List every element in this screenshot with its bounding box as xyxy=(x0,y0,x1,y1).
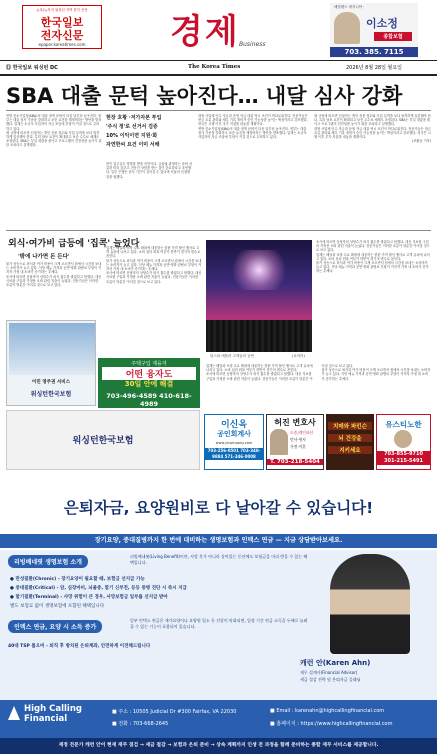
article-p1: 연방 중소기업청(SBA)의 대출 정책 문턱이 다음 달부터 높아진다. 정부는 대출 심사 기준을 강화하고 보증 요건을 재정비하는 방안을 발표했다. 업계는 소규모 사업자의 자금 조달에 부담이 커질 것으로 우려하고 있다. xyxy=(6,114,102,131)
ad-slot-left[interactable] xyxy=(6,410,200,470)
story2-p4: 물가 상승으로 외식과 여가 비용이 크게 오르면서 집에서 시간을 보내는 소비자가 늘고 있다. 식당 메뉴 가격과 공연·영화 관람료 부담이 커지자 가정 내 소비가 증가하는 추세다. xyxy=(106,258,202,272)
ad-insurance[interactable] xyxy=(6,320,96,406)
story2-col-1 xyxy=(6,262,102,316)
story2-subtitle: '밖에 나가면 돈 든다' xyxy=(18,254,70,260)
masthead xyxy=(0,0,437,62)
article-p6: 새 규정에 따르면 신청자는 개인 신용 점수와 사업 실적을 보다 엄격하게 입증해야 한다. 특히 담보 요건이 확대되고 보증 수수료 체계도 조정된다. SBA는 부실 대출을 줄이고 프로그램의 건전성을 높이기 위한 조치라고 설명했다. xyxy=(314,114,431,127)
article-col-4 xyxy=(314,114,431,226)
company-logo-icon xyxy=(8,706,20,720)
photo-caption: 링스타 애틀라 고객들의 공연 xyxy=(210,354,254,358)
story2-p5: 조사에 따르면 응답자의 상당수가 외식 횟수를 줄였다고 답했다. 대신 식료품 구입과 가정용 오락 관련 지출이 늘었다. 전문가들은 이러한 흐름이 당분간 이어질 것으로 보고 있다. xyxy=(106,271,202,284)
bar-right: 2026년 8월 28일 월요일 xyxy=(346,65,403,71)
tag-index-annuity: 인덱스 연금, 요양 시 소득 증가 xyxy=(8,620,102,633)
bottom-ad-footer: 재정 전문가 캐런 안이 현재 재무 점검 → 세금 절감 → 보험과 은퇴 준비 → 상속 계획까지 인생 전 과정을 함께 준비하는 종합 재무 서비스를 제공합니다. xyxy=(0,738,437,754)
right-ad-name: 이소정 xyxy=(366,17,398,30)
contact-address: ■ 주소 : 10505 Judicial Dr #300 Fairfax, VA 22030 xyxy=(112,709,237,715)
agent-title: 재무 설계사(Financial Advisor) xyxy=(300,670,358,675)
contact-web[interactable]: ■ 홈페이지 : https://www.highcallingfinancial.com xyxy=(270,721,393,727)
story2-p10: 조사에 따르면 응답자의 상당수가 외식 횟수를 줄였다고 답했다. 대신 식료품 구입과 가정용 오락 관련 지출이 늘었다. 전문가들은 이러한 흐름이 당분간 이어질 것으로 보고 있다. xyxy=(206,364,354,381)
benefit-item-3: ● 말기질환(Terminal) - 사망 위험이 큰 경우, 사망보험금 일부를 선지급 받아 xyxy=(10,595,168,600)
agent-photo xyxy=(334,12,360,44)
left-ad-url: epaper.koreatimes.com xyxy=(38,42,86,47)
left-ad-name2: 전자신문 xyxy=(40,29,84,42)
story2-p9: 업계는 배달과 포장 수요 확대에 대응하는 한편 가격 할인 행사로 고객 유치에 나서고 있다. 소비 심리 회복 여부가 하반기 경기의 변수로 꼽힌다. xyxy=(206,364,313,373)
section-subtitle: Business xyxy=(239,41,266,48)
ad-cpa[interactable] xyxy=(204,414,264,470)
story2-p8: 물가 상승으로 외식과 여가 비용이 크게 오르면서 집에서 시간을 보내는 소비자가 늘고 있다. 식당 메뉴 가격과 공연·영화 관람료 부담이 커지자 가정 내 소비가 증가하는 추세다. xyxy=(316,261,429,274)
tag-living-benefit-desc: 리빙베네핏(Living Benefit)이란, 사망 후가 아니라 살아있는 동안에도 보험금을 미리 받을 수 있는 혜택입니다. xyxy=(130,554,308,565)
ad-lawyer[interactable] xyxy=(266,414,324,470)
article-p3: 한인 업주들도 영향을 받을 전망이다. 금융권 관계자는 준비 서류를 미리 갖추고 전문가 상담을 받는 것이 중요하다고 조언했다. 일부 은행은 심사 기간이 길어질 수 있다며 서둘러 신청할 것을 권했다. xyxy=(106,162,193,179)
crowd xyxy=(206,320,312,352)
ad-health-l2: 뇌 건강을 xyxy=(328,434,372,442)
ad-slot-left-title: 워싱턴한국보험 xyxy=(72,436,134,446)
article-col-3 xyxy=(198,114,310,226)
stage-lights xyxy=(226,250,292,290)
ad-health-l1: 치매와 파킨슨 xyxy=(328,422,372,430)
ad-realty-name: 유스티노한 xyxy=(385,420,422,429)
ad-insurance-line2: 워싱턴한국보험 xyxy=(30,391,72,398)
headline-rule xyxy=(6,110,431,111)
article-byline: (조환동 기자) xyxy=(412,139,431,144)
benefit-item-2: ● 중대질환(Critical) - 암, 심장마비, 뇌졸중, 말기 신부전, 등등 중병 진단 시 즉시 지급 xyxy=(10,586,187,591)
story2-p11: 물가 상승으로 외식과 여가 비용이 크게 오르면서 집에서 시간을 보내는 소비자가 늘고 있다. 식당 메뉴 가격과 공연·영화 관람료 부담이 커지자 가정 내 소비가 증가하는 추세다. xyxy=(321,368,431,381)
masthead-rule-top xyxy=(0,60,437,61)
bottom-ad[interactable] xyxy=(0,474,437,754)
ad-realty-photo xyxy=(394,430,412,448)
tag-tsp: 40대 TSP 롤오버 - 퇴직 후 방치된 은퇴계좌, 안전하게 이전해드립니다 xyxy=(8,644,151,649)
bottom-ad-sub: 장기요양, 중대질병까지 한 번에 대비하는 생명보험과 인덱스 연금 — 지금 상담받아보세요. xyxy=(0,534,437,548)
sidebar-line-2: '주식 정'로 선거서 검증 xyxy=(106,124,158,130)
story2-p1: 물가 상승으로 외식과 여가 비용이 크게 오르면서 집에서 시간을 보내는 소비자가 늘고 있다. 식당 메뉴 가격과 공연·영화 관람료 부담이 커지자 가정 내 소비가 증가하는 추세다. xyxy=(6,262,102,275)
ad-insurance-line1: 이민 영주권 서비스 xyxy=(32,380,70,385)
story2-p3: 업계는 배달과 포장 수요 확대에 대응하는 한편 가격 할인 행사로 고객 유치에 나서고 있다. 소비 심리 회복 여부가 하반기 경기의 변수로 꼽힌다. xyxy=(106,246,201,259)
ad-mortgage[interactable] xyxy=(98,358,200,408)
ad-cpa-title: 공인회계사 xyxy=(217,430,251,438)
ad-health[interactable] xyxy=(326,414,374,470)
story2-p2: 조사에 따르면 응답자의 상당수가 외식 횟수를 줄였다고 답했다. 대신 식료품 구입과 가정용 오락 관련 지출이 늘었다. 전문가들은 이러한 흐름이 당분간 이어질 것으로 보고 있다. xyxy=(6,274,102,288)
bar-rule xyxy=(0,74,437,76)
agent-name: 캐런 안(Karen Ahn) xyxy=(300,659,371,667)
ad-mortgage-line3: 30일 안에 해결 xyxy=(124,380,174,388)
article-p5: 연방 중소기업청(SBA)의 대출 정책 문턱이 다음 달부터 높아진다. 정부는 대출 심사 기준을 강화하고 보증 요건을 재정비하는 방안을 발표했다. 업계는 소규모 사업자의 자금 조달에 부담이 커질 것으로 우려하고 있다. xyxy=(198,126,307,140)
article-sidebar xyxy=(106,114,194,158)
agent-portrait xyxy=(330,554,410,654)
section-rule-1 xyxy=(6,230,431,231)
ad-insurance-photo xyxy=(9,323,95,375)
ad-lawyer-l1: 소송/개인파산 xyxy=(290,430,314,435)
left-ad-top: 뉴욕/뉴저지 워싱턴 지역 한인 신문 xyxy=(36,8,88,12)
ad-mortgage-line2: 어떤 융자도 xyxy=(102,367,196,380)
bar-left: ⑪ 한국일보 워싱턴 DC xyxy=(6,65,58,71)
article-col-1 xyxy=(6,114,102,226)
sidebar-line-4: 자연한씨 요건 이미 서해 xyxy=(106,142,160,148)
story2-photo xyxy=(206,240,312,352)
ad-cpa-name: 이신옥 xyxy=(220,420,248,430)
article-p4: 대형 사업체 인수 자금과 운영 자금 대출 역시 조건이 까다로워진다. 전문가들은 현금 흐름 관리와 세무 기록 정비가 승인 가능성을 높이는 핵심이라고 강조했다. 당국은 시행 이후 추가 지침을 내놓을 계획이다. xyxy=(198,114,308,127)
story2-p6: 조사에 따르면 응답자의 상당수가 외식 횟수를 줄였다고 답했다. 대신 식료품 구입과 가정용 오락 관련 지출이 늘었다. 전문가들은 이러한 흐름이 당분간 이어질 것으로 보고 있다. xyxy=(316,240,430,253)
contact-phone[interactable]: ■ 전화 : 703-668-2645 xyxy=(112,721,169,727)
ad-mortgage-line1: 주택구입 재융자 xyxy=(131,361,167,367)
agent-sub: 세금 절감 전략 및 은퇴자금 플래닝 xyxy=(300,677,361,682)
section-title: 경제 xyxy=(170,12,240,52)
ad-lawyer-l3: 가정·이혼 xyxy=(290,444,306,449)
masthead-left-ad[interactable] xyxy=(22,5,102,49)
ad-realty[interactable] xyxy=(376,414,431,470)
story2-col-4 xyxy=(206,364,431,414)
tag-living-benefit: 리빙베네핏 생명보험 소개 xyxy=(8,555,88,568)
ad-cpa-web[interactable]: www.yicompany.com xyxy=(215,441,253,445)
right-ad-phone: 703. 385. 7115 xyxy=(330,47,418,57)
bottom-ad-contact xyxy=(0,700,437,738)
bar-center: The Korea Times xyxy=(188,64,241,70)
left-ad-name1: 한국일보 xyxy=(40,16,84,29)
ad-health-l3: 지키세요 xyxy=(328,446,372,454)
company-name: High Calling Financial xyxy=(24,704,82,724)
story2-p7: 업계는 배달과 포장 수요 확대에 대응하는 한편 가격 할인 행사로 고객 유치에 나서고 있다. 소비 심리 회복 여부가 하반기 경기의 변수로 꼽힌다. xyxy=(316,252,430,261)
ad-cpa-phone: 703-256-0501 703-348-9884 571-346-0008 xyxy=(205,448,263,460)
main-headline: SBA 대출 문턱 높아진다… 내달 심사 강화 xyxy=(6,84,403,108)
sidebar-line-1: 현장 호황 ·저가자본 투입 xyxy=(106,115,162,121)
ad-lawyer-l2: 민사·형사 xyxy=(290,437,306,442)
bottom-ad-head xyxy=(0,474,437,534)
masthead-bar xyxy=(0,62,437,74)
tag-index-annuity-desc: 일부 인덱스 연금은 재가요양이나 요양원 입소 등 건강이 악화되면, 일정 기간 연금 소득을 두배로 늘려 줄 수 있는 기능이 포함되어 있습니다. xyxy=(130,618,308,629)
bottom-ad-body xyxy=(0,550,437,700)
ad-realty-phone: 703-855-9710 301-215-5491 xyxy=(377,451,430,465)
benefit-item-4: 별도 보험료 없이 생명보험에 포함된 혜택입니다 xyxy=(10,604,105,609)
article-p7: 대형 사업체 인수 자금과 운영 자금 대출 역시 조건이 까다로워진다. 전문가들은 현금 흐름 관리와 세무 기록 정비가 승인 가능성을 높이는 핵심이라고 강조했다. 당국은 시행 이후 추가 지침을 내놓을 계획이다. xyxy=(314,126,431,140)
ad-lawyer-phone: T. 703-218-5404 xyxy=(267,459,323,465)
contact-email[interactable]: ■ Email : karenahn@highcallingfinancial.com xyxy=(270,708,385,714)
story2-col-2 xyxy=(106,246,202,356)
right-ad-top: 메릴랜드 버지니아 · xyxy=(334,5,365,9)
ad-lawyer-photo xyxy=(270,429,288,455)
story2-title: 외식·여가비 급등에 '집콕' 늘었다 xyxy=(8,239,140,249)
sidebar-line-3: 10% 이익이면 지원·화 xyxy=(106,133,158,139)
photo-credit: (로이터) xyxy=(292,354,305,358)
bottom-ad-headline: 은퇴자금, 요양원비로 다 날아갈 수 있습니다! xyxy=(63,499,374,517)
right-ad-badge: 종합보험 xyxy=(374,32,412,41)
ad-lawyer-name: 허진 변호사 xyxy=(274,418,316,427)
masthead-right-ad[interactable] xyxy=(330,3,418,58)
benefit-item-1: ● 만성질환(Chronic) - 장기요양이 필요할 때, 보험금 선지급 가능 xyxy=(10,577,145,582)
ad-mortgage-phone: 703-496-4589 410-618-4989 xyxy=(106,392,192,408)
story2-col-3 xyxy=(316,240,431,356)
article-p2: 새 규정에 따르면 신청자는 개인 신용 점수와 사업 실적을 보다 엄격하게 입증해야 한다. 특히 담보 요건이 확대되고 보증 수수료 체계도 조정된다. SBA는 부실 대출을 줄이고 프로그램의 건전성을 높이기 위한 조치라고 설명했다. xyxy=(6,130,102,148)
article-col-2 xyxy=(106,162,194,226)
